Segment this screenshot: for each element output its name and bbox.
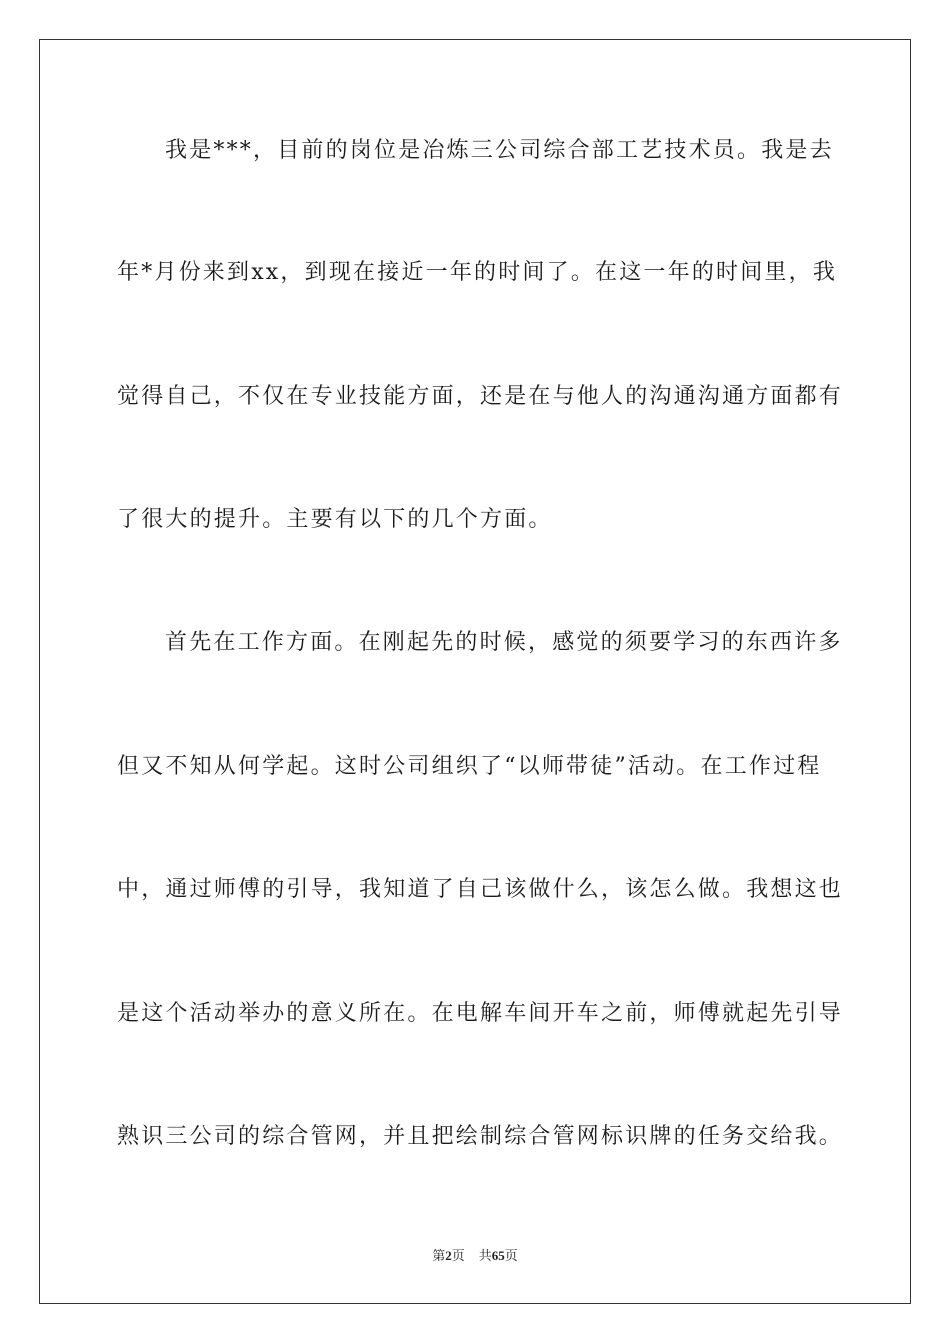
text-line: 熟识三公司的综合管网，并且把绘制综合管网标识牌的任务交给我。 (117, 1124, 844, 1149)
text-line: 是这个活动举办的意义所在。在电解车间开车之前，师傅就起先引导 (117, 1001, 844, 1026)
text-line: 我是***，目前的岗位是冶炼三公司综合部工艺技术员。我是去 (165, 138, 834, 163)
page-suffix: 页 (451, 1248, 465, 1263)
page-prefix: 第 (432, 1248, 446, 1263)
page-border (39, 39, 911, 1304)
text-line: 中，通过师傅的引导，我知道了自己该做什么，该怎么做。我想这也 (117, 877, 844, 902)
total-suffix: 页 (504, 1248, 518, 1263)
text-line: 但又不知从何学起。这时公司组织了“以师带徒”活动。在工作过程 (117, 754, 822, 779)
text-line: 了很大的提升。主要有以下的几个方面。 (117, 507, 553, 532)
total-pages: 65 (491, 1248, 505, 1263)
page-number: 2 (445, 1248, 452, 1263)
total-prefix: 共 (478, 1248, 492, 1263)
text-line: 觉得自己，不仅在专业技能方面，还是在与他人的沟通沟通方面都有 (117, 384, 844, 409)
text-line: 年*月份来到xx，到现在接近一年的时间了。在这一年的时间里，我 (117, 260, 838, 285)
text-line: 首先在工作方面。在刚起先的时候，感觉的须要学习的东西许多 (165, 630, 843, 655)
page-footer (0, 1247, 950, 1265)
